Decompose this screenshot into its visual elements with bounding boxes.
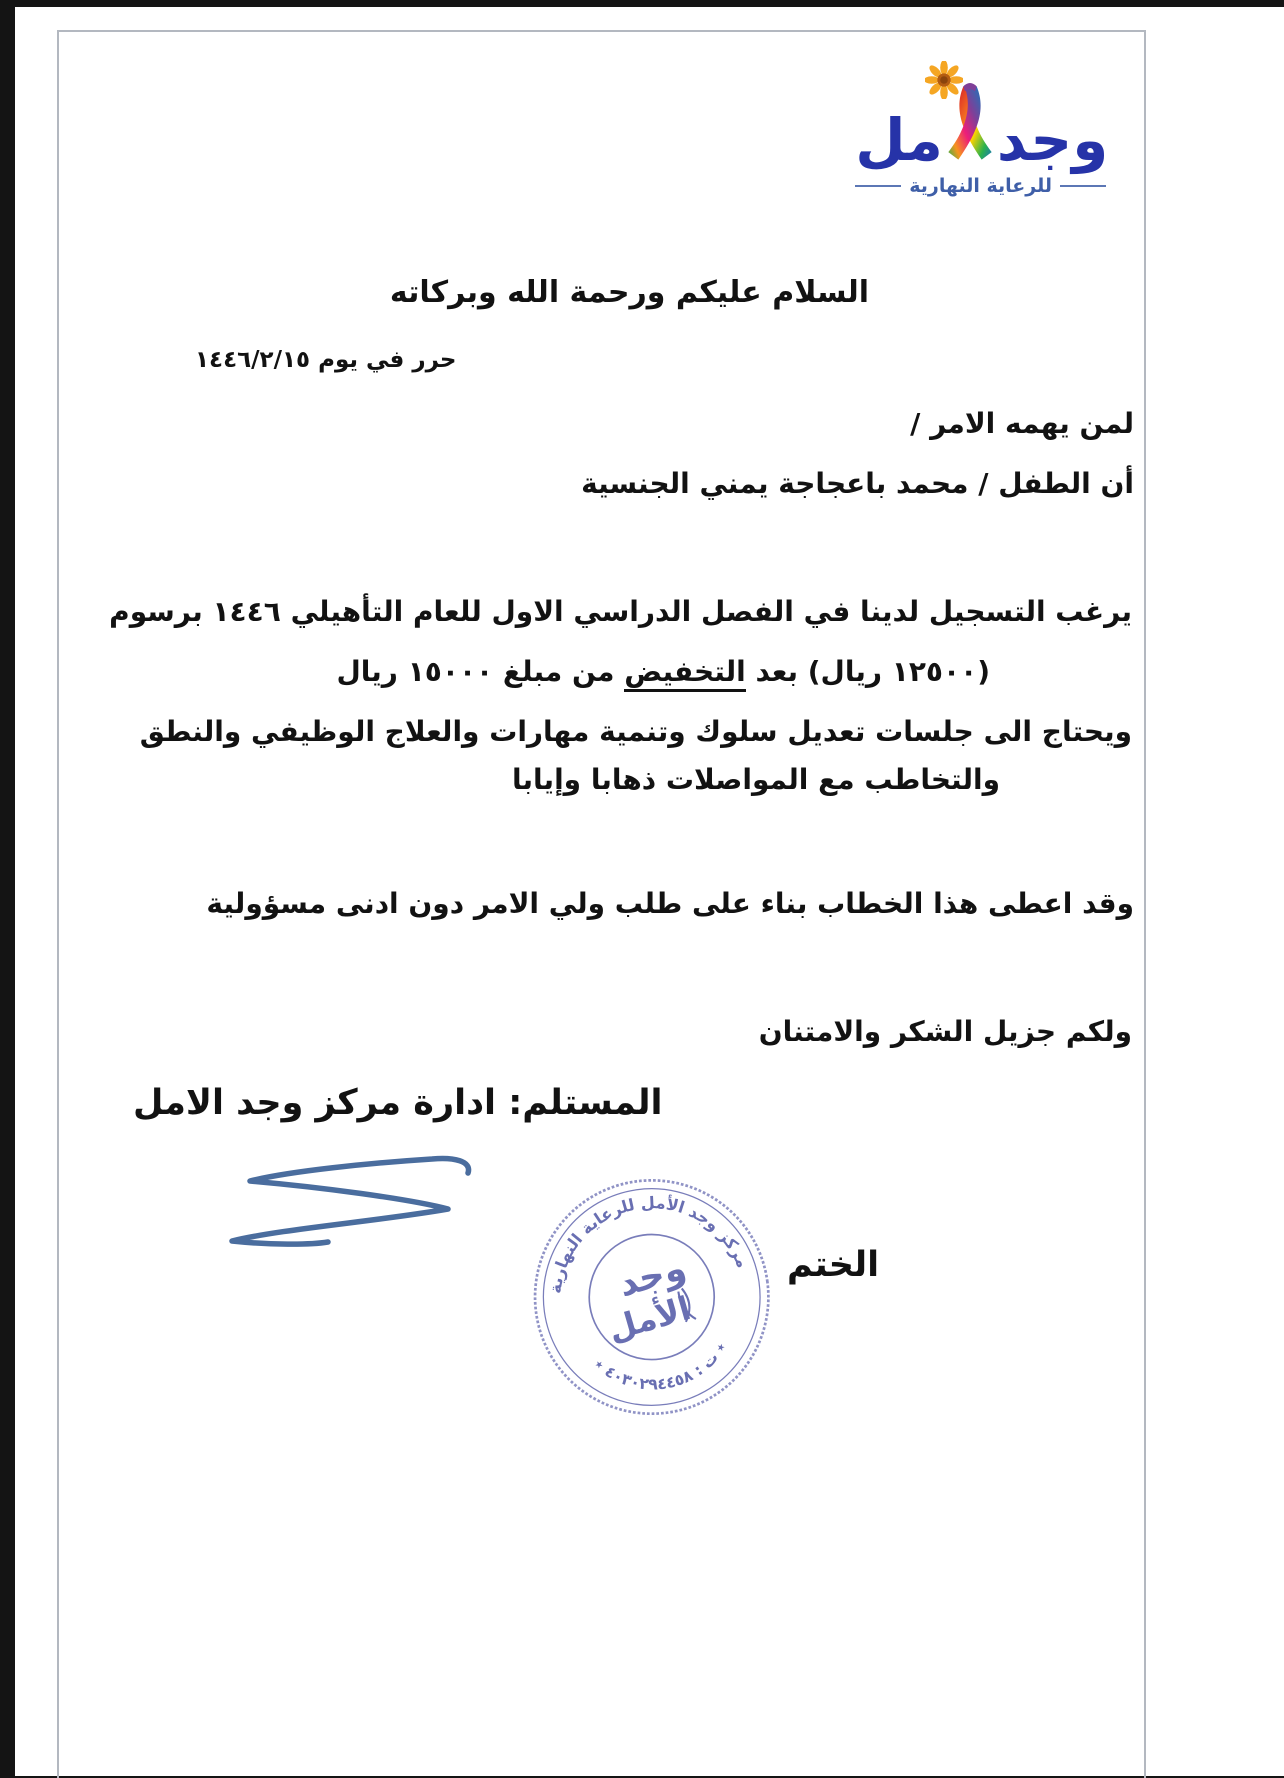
autism-ribbon-icon xyxy=(945,73,995,173)
fees-after: من مبلغ ١٥٠٠٠ ريال xyxy=(336,655,625,688)
greeting-line: السلام عليكم ورحمة الله وبركاته xyxy=(389,275,870,310)
date-line: حرر في يوم ١٤٤٦/٢/١٥ xyxy=(195,347,457,373)
discount-word-underlined: التخفيض xyxy=(624,655,746,692)
sessions-paragraph-line1: ويحتاج الى جلسات تعديل سلوك وتنمية مهارات والعلاج الوظيفي والنطق xyxy=(139,715,1132,748)
fees-before: (١٢٥٠٠ ريال) بعد xyxy=(745,655,990,688)
logo-word-left: مل xyxy=(855,106,943,174)
tagline-dash-right xyxy=(1060,185,1106,187)
tagline-text: للرعاية النهارية xyxy=(909,175,1052,197)
signature-scribble xyxy=(210,1147,490,1266)
logo-tagline xyxy=(855,175,1106,197)
disclaimer-line: وقد اعطى هذا الخطاب بناء على طلب ولي الامر دون ادنى مسؤولية xyxy=(206,887,1134,920)
thanks-line: ولكم جزيل الشكر والامتنان xyxy=(758,1015,1132,1048)
stamp-caption: الختم xyxy=(787,1245,880,1285)
to-whom-line: لمن يهمه الامر / xyxy=(910,407,1134,440)
stamp-center-word-top: وجد xyxy=(613,1247,691,1306)
official-stamp xyxy=(511,1156,794,1442)
stamp-center-word-bottom: الأمل xyxy=(603,1288,695,1349)
stamp-ring-bottom-text: ٭ ت : ٤٠٣٠٢٩٤٤٥٨ ٭ xyxy=(590,1338,731,1394)
sunflower-icon xyxy=(925,61,963,103)
logo-word-right: وجد xyxy=(996,106,1109,174)
logo xyxy=(855,69,1110,197)
sessions-paragraph-line2: والتخاطب مع المواصلات ذهابا وإيابا xyxy=(512,763,1000,796)
stamp-ring-top-text: مركز وجد الأمل للرعاية النهارية xyxy=(545,1192,753,1295)
svg-text:٭ ت : ٤٠٣٠٢٩٤٤٥٨ ٭ xyxy=(589,1337,736,1403)
letter-page xyxy=(15,7,1284,1776)
child-info-line: أن الطفل / محمد باعجاجة يمني الجنسية xyxy=(581,467,1134,500)
logo-title xyxy=(855,69,1109,174)
fees-paragraph-line2 xyxy=(336,655,990,688)
recipient-line: المستلم: ادارة مركز وجد الامل xyxy=(133,1083,663,1123)
fees-paragraph-line1: يرغب التسجيل لدينا في الفصل الدراسي الاول للعام التأهيلي ١٤٤٦ برسوم xyxy=(109,595,1132,628)
tagline-dash-left xyxy=(855,185,901,187)
